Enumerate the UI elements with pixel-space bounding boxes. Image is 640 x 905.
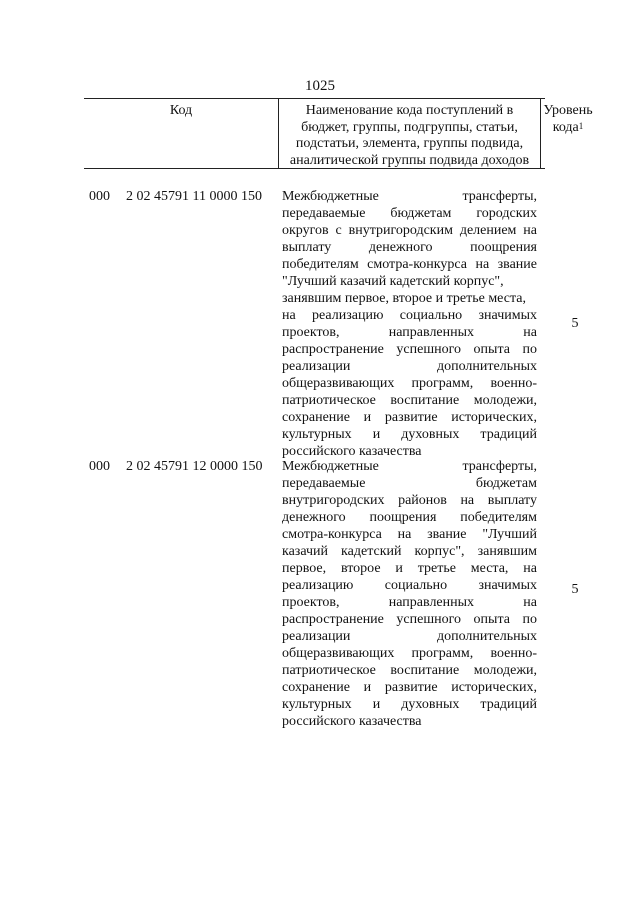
description-line: патриотическое воспитание молодежи, [282,393,537,408]
header-name-line: Наименование кода поступлений в [305,103,514,118]
income-description [282,188,537,460]
description-line: первое, второе и третье места, на [282,561,537,576]
header-name-line: бюджет, группы, подгруппы, статьи, [301,119,518,135]
description-line: культурных и духовных традиций [282,427,537,442]
description-line: выплату денежного поощрения [282,240,537,255]
income-code: 2 02 45791 12 0000 150 [126,459,263,474]
description-line: победителям смотра-конкурса на звание [282,257,537,272]
header-level-text: кода [552,119,579,135]
table-row [0,186,640,458]
description-line: Межбюджетные трансферты, [282,459,537,474]
income-code: 2 02 45791 11 0000 150 [126,189,262,204]
income-description [282,458,537,730]
header-name [278,99,541,168]
description-line: денежного поощрения победителям [282,510,537,525]
description-line: общеразвивающих программ, военно- [282,646,537,661]
header-name-line: аналитической группы подвида доходов [289,152,530,168]
code-prefix: 000 [89,189,110,204]
description-line: сохранение и развитие исторических, [282,410,537,425]
code-prefix: 000 [89,459,110,474]
description-line: российского казачества [282,714,422,729]
description-line: сохранение и развитие исторических, [282,680,537,695]
code-level: 5 [571,316,579,331]
description-line: на реализацию социально значимых [282,308,537,323]
header-level [541,99,595,168]
description-line: внутригородских районов на выплату [282,493,537,508]
description-line: занявшим первое, второе и третье места, [282,291,526,306]
table-header [84,98,593,169]
description-line: передаваемые бюджетам [282,476,537,491]
description-line: округов с внутригородским делением на [282,223,537,238]
code-level: 5 [571,582,579,597]
description-line: смотра-конкурса на звание "Лучший [282,527,537,542]
description-line: реализации дополнительных [282,629,537,644]
description-line: культурных и духовных традиций [282,697,537,712]
description-line: распространение успешного опыта по [282,342,537,357]
description-line: общеразвивающих программ, военно- [282,376,537,391]
description-line: передаваемые бюджетам городских [282,206,537,221]
description-line: проектов, направленных на [282,595,537,610]
description-line: Межбюджетные трансферты, [282,189,537,204]
description-line: российского казачества [282,444,422,459]
description-line: распространение успешного опыта по [282,612,537,627]
header-code: Код [169,103,193,118]
footnote-marker: 1 [578,120,584,131]
header-name-line: подстатьи, элемента, группы подвида, [295,136,524,151]
description-line: реализации дополнительных [282,359,537,374]
description-line: патриотическое воспитание молодежи, [282,663,537,678]
header-level-line1: Уровень [543,103,593,118]
description-line: "Лучший казачий кадетский корпус", [282,274,504,289]
description-line: реализацию социально значимых [282,578,537,593]
description-line: проектов, направленных на [282,325,537,340]
page-number: 1025 [305,78,335,94]
table-row [0,456,640,728]
description-line: казачий кадетский корпус", занявшим [282,544,537,559]
header-level-line2 [541,120,595,137]
